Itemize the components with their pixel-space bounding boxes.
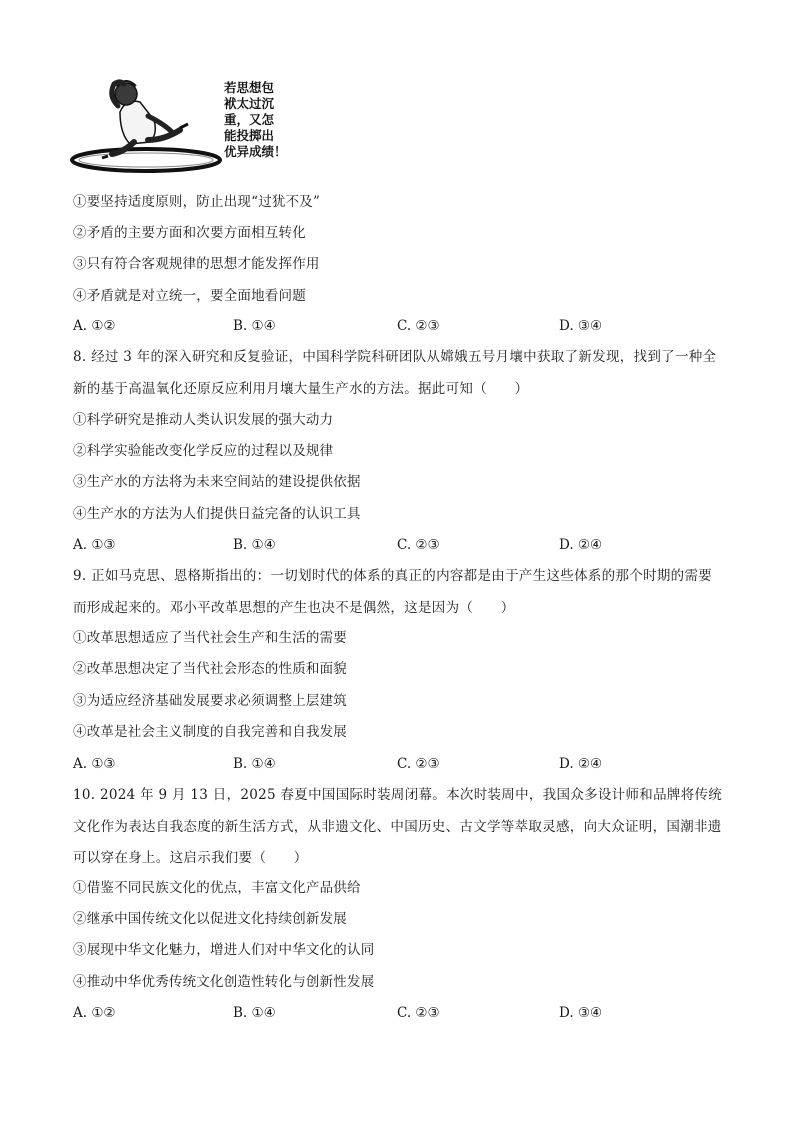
q9-option-b[interactable]: B. ①④ <box>233 756 276 772</box>
q10-item-3: ③展现中华文化魅力，增进人们对中华文化的认同 <box>73 942 375 958</box>
q8-item-4: ④生产水的方法为人们提供日益完备的认识工具 <box>73 506 361 522</box>
q9-item-3: ③为适应经济基础发展要求必须调整上层建筑 <box>73 693 347 709</box>
cartoon-caption: 若思想包 袱太过沉 重，又怎 能投掷出 优异成绩！ <box>224 80 287 159</box>
q8-item-1: ①科学研究是推动人类认识发展的强大动力 <box>73 412 334 428</box>
q8-option-b[interactable]: B. ①④ <box>233 537 276 553</box>
q8-option-c[interactable]: C. ②③ <box>397 537 440 553</box>
q8-item-2: ②科学实验能改变化学反应的过程以及规律 <box>73 443 334 459</box>
q7-options <box>73 316 723 336</box>
q9-item-1: ①改革思想适应了当代社会生产和生活的需要 <box>73 630 347 646</box>
q9-option-a[interactable]: A. ①③ <box>73 756 116 772</box>
q10-option-c[interactable]: C. ②③ <box>397 1005 440 1021</box>
q10-option-d[interactable]: D. ③④ <box>559 1005 603 1021</box>
q10-item-4: ④推动中华优秀传统文化创造性转化与创新性发展 <box>73 974 375 990</box>
q8-stem: 8. 经过 3 年的深入研究和反复验证，中国科学院科研团队从嫦娥五号月壤中获取了新发现，找到了一种全新的基于高温氧化还原反应利用月壤大量生产水的方法。据此可知（ ） <box>73 349 717 397</box>
q9-option-d[interactable]: D. ②④ <box>559 756 603 772</box>
q8-item-3: ③生产水的方法将为未来空间站的建设提供依据 <box>73 474 361 490</box>
q10-item-2: ②继承中国传统文化以促进文化持续创新发展 <box>73 911 347 927</box>
q9-stem: 9. 正如马克思、恩格斯指出的：一切划时代的体系的真正的内容都是由于产生这些体系的那个时期的需要而形成起来的。邓小平改革思想的产生也决不是偶然，这是因为（ ） <box>73 568 713 616</box>
q10-item-1: ①借鉴不同民族文化的优点，丰富文化产品供给 <box>73 880 361 896</box>
q9-item-2: ②改革思想决定了当代社会形态的性质和面貌 <box>73 661 347 677</box>
q10-options <box>73 1003 723 1023</box>
q7-option-d[interactable]: D. ③④ <box>559 318 603 334</box>
q7-option-a[interactable]: A. ①② <box>73 318 116 334</box>
q7-option-b[interactable]: B. ①④ <box>233 318 276 334</box>
q7-item-3: ③只有符合客观规律的思想才能发挥作用 <box>73 256 320 272</box>
q9-item-4: ④改革是社会主义制度的自我完善和自我发展 <box>73 724 347 740</box>
q7-option-c[interactable]: C. ②③ <box>397 318 440 334</box>
q7-item-1: ①要坚持适度原则，防止出现“过犹不及” <box>73 194 321 210</box>
q8-options <box>73 535 723 555</box>
q10-option-a[interactable]: A. ①② <box>73 1005 116 1021</box>
discus-thrower-cartoon <box>68 72 228 176</box>
q10-option-b[interactable]: B. ①④ <box>233 1005 276 1021</box>
q10-stem: 10. 2024 年 9 月 13 日，2025 春夏中国国际时装周闭幕。本次时装周中，我国众多设计师和品牌将传统文化作为表达自我态度的新生活方式，从非遗文化、中国历史、古文学等萃取灵感，向大众证明，国潮非遗可以穿在身上。这启示我们要（ ） <box>73 787 723 866</box>
q7-item-2: ②矛盾的主要方面和次要方面相互转化 <box>73 225 306 241</box>
q9-options <box>73 754 723 774</box>
q8-option-d[interactable]: D. ②④ <box>559 537 603 553</box>
q8-option-a[interactable]: A. ①③ <box>73 537 116 553</box>
q7-item-4: ④矛盾就是对立统一，要全面地看问题 <box>73 288 306 304</box>
q9-option-c[interactable]: C. ②③ <box>397 756 440 772</box>
